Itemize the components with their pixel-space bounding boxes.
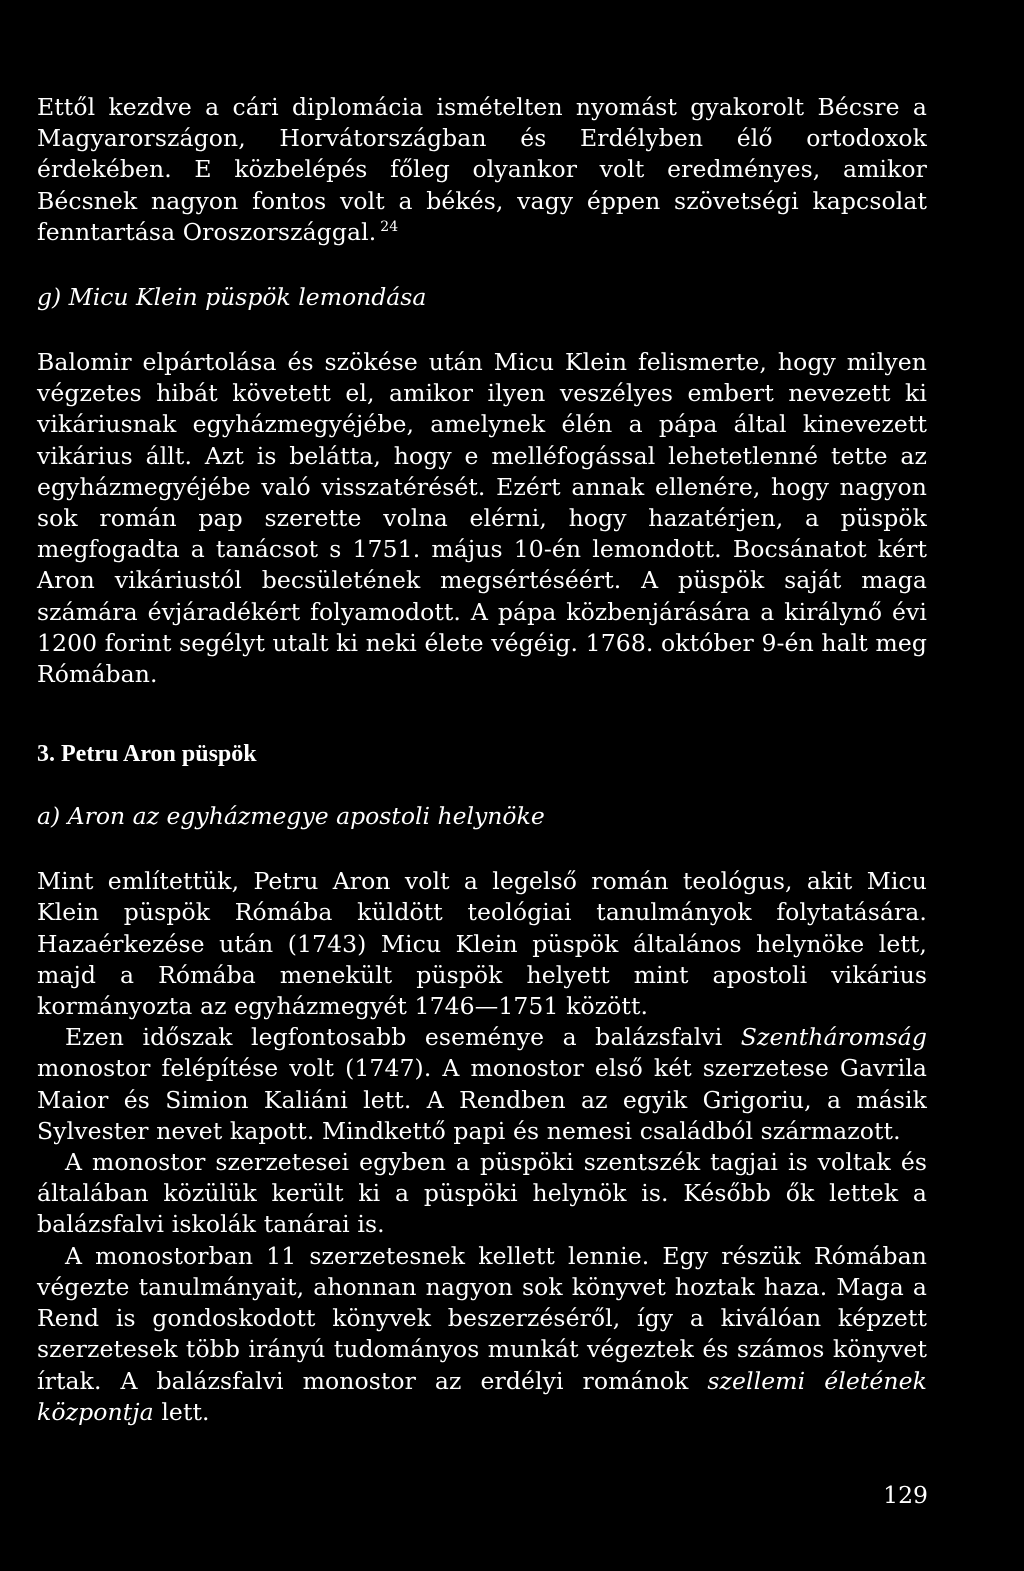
- intro-paragraph: [37, 92, 927, 248]
- footnote-reference[interactable]: 24: [380, 218, 399, 235]
- p2-italic-term: Szentháromság: [740, 1023, 927, 1052]
- section-a-heading: a) Aron az egyházmegye apostoli helynöke: [37, 802, 545, 831]
- section-a-paragraph-4: [37, 1241, 927, 1428]
- section-g-heading: g) Micu Klein püspök lemondása: [37, 283, 427, 312]
- p4-text-end: lett.: [153, 1397, 210, 1426]
- p4-italic-term: szellemi életének központja: [37, 1366, 927, 1426]
- section-a-paragraph-3: A monostor szerzetesei egyben a püspöki szentszék tagjai is voltak és általában közülük került ki a püspöki helynök is. Később ők lettek a balázsfalvi iskolák tanárai is.: [37, 1148, 927, 1239]
- intro-text: Ettől kezdve a cári diplomácia ismételten nyomást gyakorolt Bécsre a Magyarországon, Horvátországban és Erdélyben élő ortodoxok érdekében. E közbelépés főleg olyankor volt eredményes, amikor Bécsnek nagyon fontos volt a békés, vagy éppen szövetségi kapcsolat fenntartása Oroszországgal.: [37, 93, 927, 246]
- page-content: [37, 92, 927, 1428]
- chapter-3-heading: 3. Petru Aron püspök: [37, 741, 257, 768]
- page-number: 129: [883, 1481, 928, 1509]
- section-g-paragraph: Balomir elpártolása és szökése után Micu Klein felismerte, hogy milyen végzetes hibát követett el, amikor ilyen veszélyes embert nevezett ki vikáriusnak egyházmegyéjébe, amelynek élén a pápa által kinevezett vikárius állt. Azt is belátta, hogy e melléfogással lehetetlenné tette az egyházmegyéjébe való visszatérését. Ezért annak ellenére, hogy nagyon sok román pap szerette volna elérni, hogy hazatérjen, a püspök megfogadta a tanácsot s 1751. május 10-én lemondott. Bocsánatot kért Aron vikáriustól becsületének megsértéséért. A püspök saját maga számára évjáradékért folyamodott. A pápa közbenjárására a királynő évi 1200 forint segélyt utalt ki neki élete végéig. 1768. október 9-én halt meg Rómában.: [37, 348, 927, 689]
- section-a-paragraph-1: Mint említettük, Petru Aron volt a legelső román teológus, akit Micu Klein püspök Rómába küldött teológiai tanulmányok folytatására. Hazaérkezése után (1743) Micu Klein püspök általános helynöke lett, majd a Rómába menekült püspök helyett mint apostoli vikárius kormányozta az egyházmegyét 1746—1751 között.: [37, 867, 927, 1021]
- p2-text-start: Ezen időszak legfontosabb eseménye a balázsfalvi: [65, 1023, 741, 1052]
- p4-text-start: A monostorban 11 szerzetesnek kellett lennie. Egy részük Rómában végezte tanulmányait, ahonnan nagyon sok könyvet hoztak haza. Maga a Rend is gondoskodott könyvek beszerzéséről, így a kiválóan képzett szerzetesek több irányú tudományos munkát végeztek és számos könyvet írtak. A balázsfalvi monostor az erdélyi románok: [37, 1241, 927, 1395]
- p2-text-end: monostor felépítése volt (1747). A monostor első két szerzetese Gavrila Maior és Simion Kaliáni lett. A Rendben az egyik Grigoriu, a másik Sylvester nevet kapott. Mindkettő papi és nemesi családból származott.: [37, 1054, 927, 1145]
- section-a-paragraph-2: [37, 1022, 927, 1147]
